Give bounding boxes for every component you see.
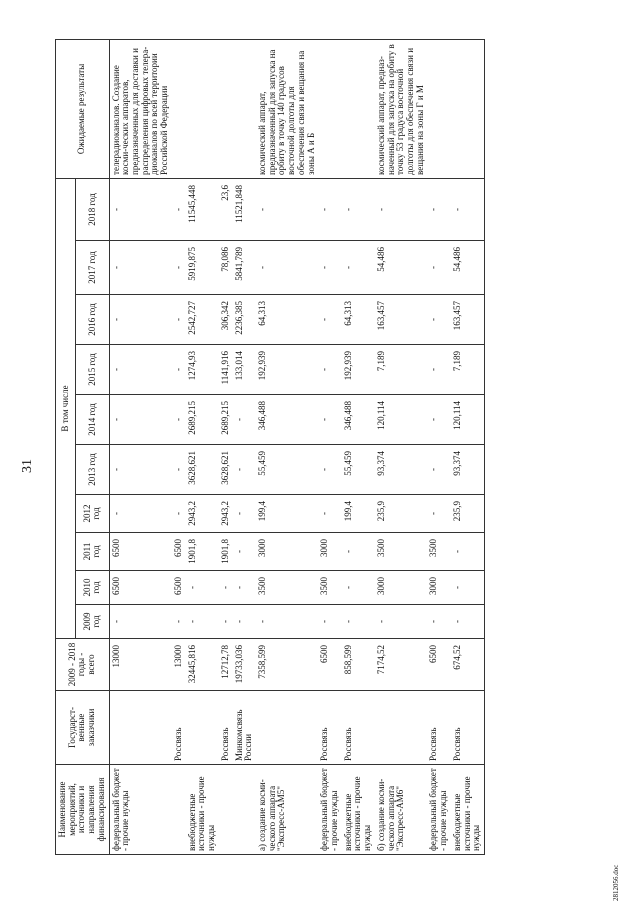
cell-year-value: 3500 [256,571,318,605]
cell-year-value: - [375,178,428,240]
cell-year-value: 5919,875 [186,241,219,295]
cell-year-value: 3000 [318,533,341,571]
cell-name: внебюджетные источники - прочие нужды [342,765,375,855]
cell-year-value: 54,486 [451,241,485,295]
cell-total: 32445,816 [186,639,219,691]
cell-total: 858,599 [342,639,375,691]
cell-year-value: 64,313 [256,295,318,345]
cell-year-value: - [172,178,186,240]
cell-year-value: - [427,345,450,395]
cell-year-value: - [233,533,256,571]
cell-year-value: 3500 [427,533,450,571]
cell-year-value: 6500 [109,571,172,605]
cell-year-value: - [109,445,172,495]
cell-total: 7174,52 [375,639,428,691]
cell-year-value: - [451,605,485,639]
cell-year-value: 1141,916 [219,345,233,395]
cell-name: федеральный бюджет - прочие нужды [109,765,172,855]
cell-year-value: - [109,605,172,639]
table-row [342,39,375,854]
cell-name: внебюджетные источники - прочие нужды [451,765,485,855]
cell-result [172,39,186,178]
cell-year-value: - [427,605,450,639]
header-year: 2013 год [76,445,109,495]
cell-year-value: 346,488 [342,395,375,445]
cell-result [342,39,375,178]
table-row [427,39,450,854]
cell-year-value: - [451,533,485,571]
cell-customer: Россвязь [219,691,233,765]
table-row [375,39,428,854]
cell-year-value: - [233,571,256,605]
cell-year-value: - [233,605,256,639]
cell-year-value: - [233,495,256,533]
cell-year-value: - [427,445,450,495]
cell-year-value: 55,459 [342,445,375,495]
table-row [451,39,485,854]
header-total: 2009 - 2018 годы - всего [56,639,110,691]
cell-result [186,39,219,178]
cell-total: 12712,78 [219,639,233,691]
cell-year-value: 2689,215 [186,395,219,445]
cell-year-value: 235,9 [451,495,485,533]
cell-customer: Россвязь [342,691,375,765]
cell-year-value: - [172,345,186,395]
cell-year-value: 133,014 [233,345,256,395]
cell-total: 674,52 [451,639,485,691]
cell-year-value: - [342,605,375,639]
cell-year-value: - [219,571,233,605]
cell-year-value: 6500 [109,533,172,571]
header-customer: Государст-венные заказчики [56,691,110,765]
cell-customer: Россвязь [451,691,485,765]
cell-year-value: - [233,445,256,495]
table-body [109,39,484,854]
cell-year-value: 5841,789 [233,241,256,295]
cell-year-value: 192,939 [256,345,318,395]
cell-year-value: 235,9 [375,495,428,533]
cell-year-value: 120,114 [375,395,428,445]
cell-year-value: 6500 [172,533,186,571]
cell-year-value: - [427,295,450,345]
cell-result [233,39,256,178]
cell-year-value: - [109,241,172,295]
cell-year-value: 23,6 [219,178,233,240]
cell-year-value: 3000 [375,571,428,605]
cell-result [318,39,341,178]
header-year: 2009 год [76,605,109,639]
cell-year-value: 199,4 [256,495,318,533]
cell-year-value: 93,374 [375,445,428,495]
cell-year-value: - [109,345,172,395]
document-filename: 2812056.doc [612,864,620,901]
cell-year-value: - [256,605,318,639]
header-year: 2012 год [76,495,109,533]
cell-year-value: 2943,2 [219,495,233,533]
cell-year-value: - [451,571,485,605]
cell-year-value: 1901,8 [219,533,233,571]
cell-year-value: 2236,385 [233,295,256,345]
cell-year-value: 1901,8 [186,533,219,571]
cell-year-value: 54,486 [375,241,428,295]
cell-year-value: 199,4 [342,495,375,533]
header-name: Наименование мероприятий, источники и направления финансирования [56,765,110,855]
cell-year-value: - [318,495,341,533]
header-year: 2010 год [76,571,109,605]
cell-year-value: - [318,295,341,345]
cell-year-value: - [109,178,172,240]
cell-year-value: - [427,178,450,240]
cell-result [219,39,233,178]
cell-name [233,765,256,855]
cell-result [427,39,450,178]
cell-year-value: - [256,178,318,240]
cell-year-value: - [172,495,186,533]
table-header [56,39,110,854]
cell-year-value: 163,457 [375,295,428,345]
cell-year-value: - [427,495,450,533]
cell-year-value: 306,342 [219,295,233,345]
cell-year-value: 163,457 [451,295,485,345]
cell-name: федеральный бюджет - прочие нужды [427,765,450,855]
cell-total: 13000 [109,639,172,691]
cell-year-value: 3628,621 [186,445,219,495]
cell-result: космический аппарат, предназначенный для запуска на орбиту в точку 140 градусов восточной долготы для обеспечения связи и вещания на зоны А и Б [256,39,318,178]
cell-result: космический аппарат, предназ-наченный для запуска на орбиту в точку 53 градуса восточной долготы для обеспечения связи и вещания на зоны Г и М [375,39,428,178]
cell-year-value: - [172,295,186,345]
cell-year-value: - [427,241,450,295]
cell-year-value: - [342,241,375,295]
cell-year-value: - [233,395,256,445]
cell-name [219,765,233,855]
cell-year-value: 64,313 [342,295,375,345]
cell-result: телерадиоканалов. Создание косми-ческих аппаратов, предназначенных для доставки и распределения цифровых телера-диоканалов по всей территории Российской Федерации [109,39,172,178]
cell-year-value: 7,189 [375,345,428,395]
table-row [172,39,186,854]
table-row [219,39,233,854]
cell-year-value: - [318,241,341,295]
cell-year-value: 3500 [318,571,341,605]
cell-year-value: - [256,241,318,295]
cell-year-value: - [219,605,233,639]
cell-year-value: - [186,571,219,605]
header-year: 2011 год [76,533,109,571]
cell-year-value: 3000 [427,571,450,605]
cell-year-value: 346,488 [256,395,318,445]
cell-year-value: - [375,605,428,639]
cell-year-value: 11545,448 [186,178,219,240]
table-row [256,39,318,854]
table-row [109,39,172,854]
cell-year-value: 120,114 [451,395,485,445]
cell-year-value: 6500 [172,571,186,605]
cell-name: а) создание косми-ческого аппарата "Экспресс-АМ5" [256,765,318,855]
cell-year-value: - [318,605,341,639]
cell-year-value: - [451,178,485,240]
cell-customer [109,691,172,765]
cell-customer: Россвязь [427,691,450,765]
cell-year-value: - [172,445,186,495]
cell-customer: Россвязь [318,691,341,765]
cell-name: федеральный бюджет - прочие нужды [318,765,341,855]
cell-year-value: 78,086 [219,241,233,295]
cell-customer [186,691,219,765]
header-year: 2018 год [76,178,109,240]
cell-customer [256,691,318,765]
cell-year-value: 1274,93 [186,345,219,395]
cell-result [451,39,485,178]
cell-year-value: - [318,445,341,495]
cell-year-value: 3628,621 [219,445,233,495]
cell-year-value: 3000 [256,533,318,571]
cell-year-value: - [342,533,375,571]
cell-customer: Минкомсвязь России [233,691,256,765]
cell-year-value: - [342,178,375,240]
cell-customer [375,691,428,765]
cell-year-value: - [109,395,172,445]
cell-year-value: 2689,215 [219,395,233,445]
cell-total: 7358,599 [256,639,318,691]
cell-year-value: 2542,727 [186,295,219,345]
cell-total: 19733,036 [233,639,256,691]
cell-year-value: 55,459 [256,445,318,495]
cell-customer: Россвязь [172,691,186,765]
cell-name: б) создание косми-ческого аппарата "Экспресс-АМ6" [375,765,428,855]
cell-year-value: - [109,295,172,345]
table-row [318,39,341,854]
table-row [233,39,256,854]
page-number: 31 [20,459,35,473]
cell-total: 6500 [427,639,450,691]
financing-table [55,39,485,855]
cell-year-value: - [186,605,219,639]
header-group: В том числе [56,178,76,638]
cell-total: 13000 [172,639,186,691]
table-row [186,39,219,854]
header-year: 2014 год [76,395,109,445]
header-results: Ожидаемые результаты [56,39,110,178]
cell-year-value: 11521,848 [233,178,256,240]
header-year: 2016 год [76,295,109,345]
cell-year-value: - [318,345,341,395]
cell-year-value: - [342,571,375,605]
cell-year-value: - [172,605,186,639]
cell-name [172,765,186,855]
cell-name: внебюджетные источники - прочие нужды [186,765,219,855]
cell-year-value: - [109,495,172,533]
cell-year-value: 93,374 [451,445,485,495]
cell-year-value: 7,189 [451,345,485,395]
header-year: 2017 год [76,241,109,295]
cell-year-value: - [427,395,450,445]
cell-year-value: - [318,395,341,445]
cell-year-value: 192,939 [342,345,375,395]
cell-year-value: - [172,241,186,295]
cell-year-value: 2943,2 [186,495,219,533]
cell-year-value: - [172,395,186,445]
cell-total: 6500 [318,639,341,691]
cell-year-value: 3500 [375,533,428,571]
cell-year-value: - [318,178,341,240]
header-year: 2015 год [76,345,109,395]
